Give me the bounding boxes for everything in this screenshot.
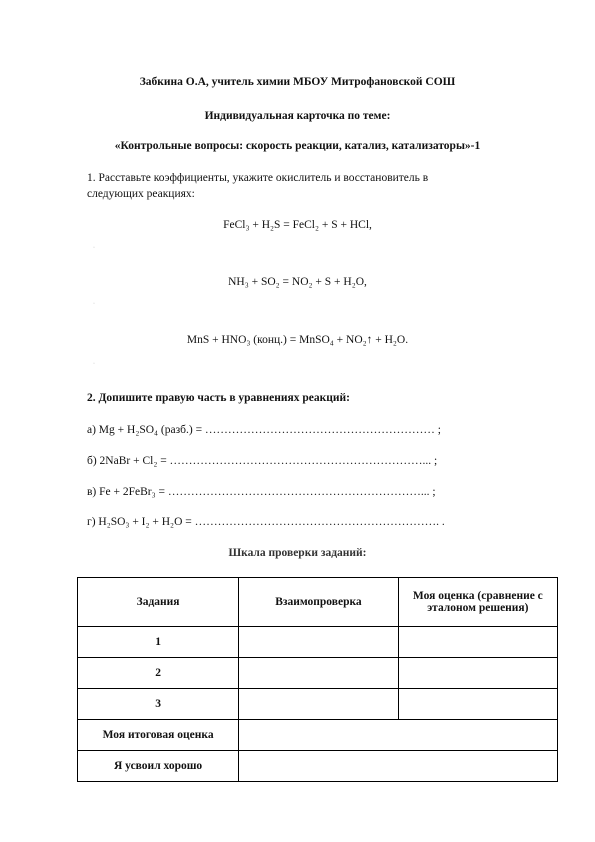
header-tasks: Задания xyxy=(78,578,239,627)
header-self-grade: Моя оценка (сравнение с эталоном решения) xyxy=(398,578,557,627)
equation-1: FeCl₃ + H₂S = FeCl₂ + S + HCl, xyxy=(223,219,372,231)
self-grade-cell[interactable] xyxy=(398,627,557,658)
final-grade-cell[interactable] xyxy=(239,720,558,751)
self-grade-cell[interactable] xyxy=(398,689,557,720)
blank-marker: · xyxy=(93,245,95,251)
card-title: Индивидуальная карточка по теме: xyxy=(204,110,391,122)
scale-title: Шкала проверки заданий: xyxy=(228,547,367,559)
task1-instruction-line1: 1. Расставьте коэффициенты, укажите окислитель и восстановитель в xyxy=(87,172,429,184)
blank-marker: · xyxy=(93,361,95,367)
task2-instruction: 2. Допишите правую часть в уравнениях реакций: xyxy=(87,392,350,404)
peer-review-cell[interactable] xyxy=(239,689,398,720)
task-number: 2 xyxy=(78,658,239,689)
final-grade-label: Моя итоговая оценка xyxy=(78,720,239,751)
self-grade-cell[interactable] xyxy=(398,658,557,689)
blank-marker: · xyxy=(93,301,95,307)
header-peer-review: Взаимопроверка xyxy=(239,578,398,627)
equation-3: MnS + HNO₃ (конц.) = MnSO₄ + NO₂↑ + H₂O. xyxy=(186,334,409,346)
score-table xyxy=(77,577,558,782)
task2-item-a: а) Mg + H₂SO₄ (разб.) = …………………………………………………… ; xyxy=(87,424,442,436)
task2-item-c: в) Fe + 2FeBr₃ = …………………………………………………………... ; xyxy=(87,486,436,498)
equation-2: NH₃ + SO₂ = NO₂ + S + H₂O, xyxy=(228,276,367,288)
task2-item-d: г) H₂SO₃ + I₂ + H₂O = ………………………………………………………. . xyxy=(87,516,445,528)
topic-title: «Контрольные вопросы: скорость реакции, катализ, катализаторы»-1 xyxy=(114,140,481,152)
learned-well-cell[interactable] xyxy=(239,751,558,782)
task-number: 1 xyxy=(78,627,239,658)
learned-well-label: Я усвоил хорошо xyxy=(78,751,239,782)
task1-instruction-line2: следующих реакциях: xyxy=(87,188,195,200)
task-number: 3 xyxy=(78,689,239,720)
task2-item-b: б) 2NaBr + Cl₂ = …………………………………………………………... ; xyxy=(87,455,438,467)
peer-review-cell[interactable] xyxy=(239,658,398,689)
peer-review-cell[interactable] xyxy=(239,627,398,658)
author-line: Забкина О.А, учитель химии МБОУ Митрофановской СОШ xyxy=(139,76,456,88)
